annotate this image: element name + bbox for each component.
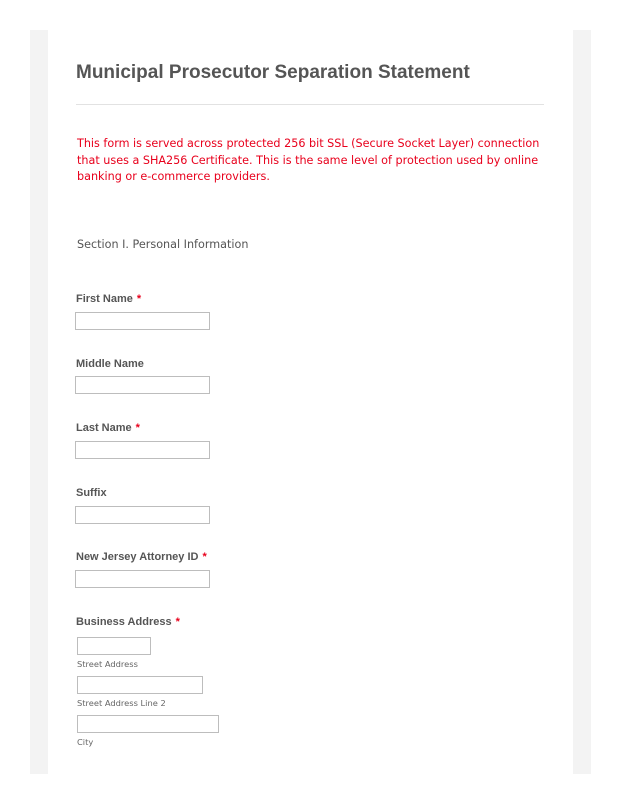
required-marker: * xyxy=(202,551,207,563)
required-marker: * xyxy=(135,422,140,434)
form-title: Municipal Prosecutor Separation Statement xyxy=(76,62,470,83)
street-address-input[interactable] xyxy=(77,637,151,655)
suffix-input[interactable] xyxy=(75,506,210,524)
first-name-label-text: First Name xyxy=(76,293,133,305)
city-input[interactable] xyxy=(77,715,219,733)
right-gutter xyxy=(573,30,591,774)
left-gutter xyxy=(30,30,48,774)
attorney-id-label xyxy=(76,551,207,563)
street-address-line2-sublabel: Street Address Line 2 xyxy=(77,698,166,708)
middle-name-input[interactable] xyxy=(75,376,210,394)
last-name-label xyxy=(76,422,140,434)
title-divider xyxy=(76,104,544,105)
required-marker: * xyxy=(175,616,180,628)
business-address-label-text: Business Address xyxy=(76,616,172,628)
attorney-id-label-text: New Jersey Attorney ID xyxy=(76,551,199,563)
first-name-input[interactable] xyxy=(75,312,210,330)
form-page xyxy=(48,30,573,774)
city-sublabel: City xyxy=(77,737,94,747)
middle-name-label xyxy=(76,358,144,370)
last-name-label-text: Last Name xyxy=(76,422,132,434)
security-notice: This form is served across protected 256 bit SSL (Secure Socket Layer) connection that uses a SHA256 Certificate. This is the same level of protection used by online banking or e-commerce providers. xyxy=(77,137,540,183)
suffix-label xyxy=(76,487,107,499)
street-address-line2-input[interactable] xyxy=(77,676,203,694)
middle-name-label-text: Middle Name xyxy=(76,358,144,370)
section-heading: Section I. Personal Information xyxy=(77,238,249,251)
attorney-id-input[interactable] xyxy=(75,570,210,588)
business-address-label xyxy=(76,616,180,628)
suffix-label-text: Suffix xyxy=(76,487,107,499)
first-name-label xyxy=(76,293,141,305)
last-name-input[interactable] xyxy=(75,441,210,459)
required-marker: * xyxy=(136,293,142,305)
street-address-sublabel: Street Address xyxy=(77,659,138,669)
